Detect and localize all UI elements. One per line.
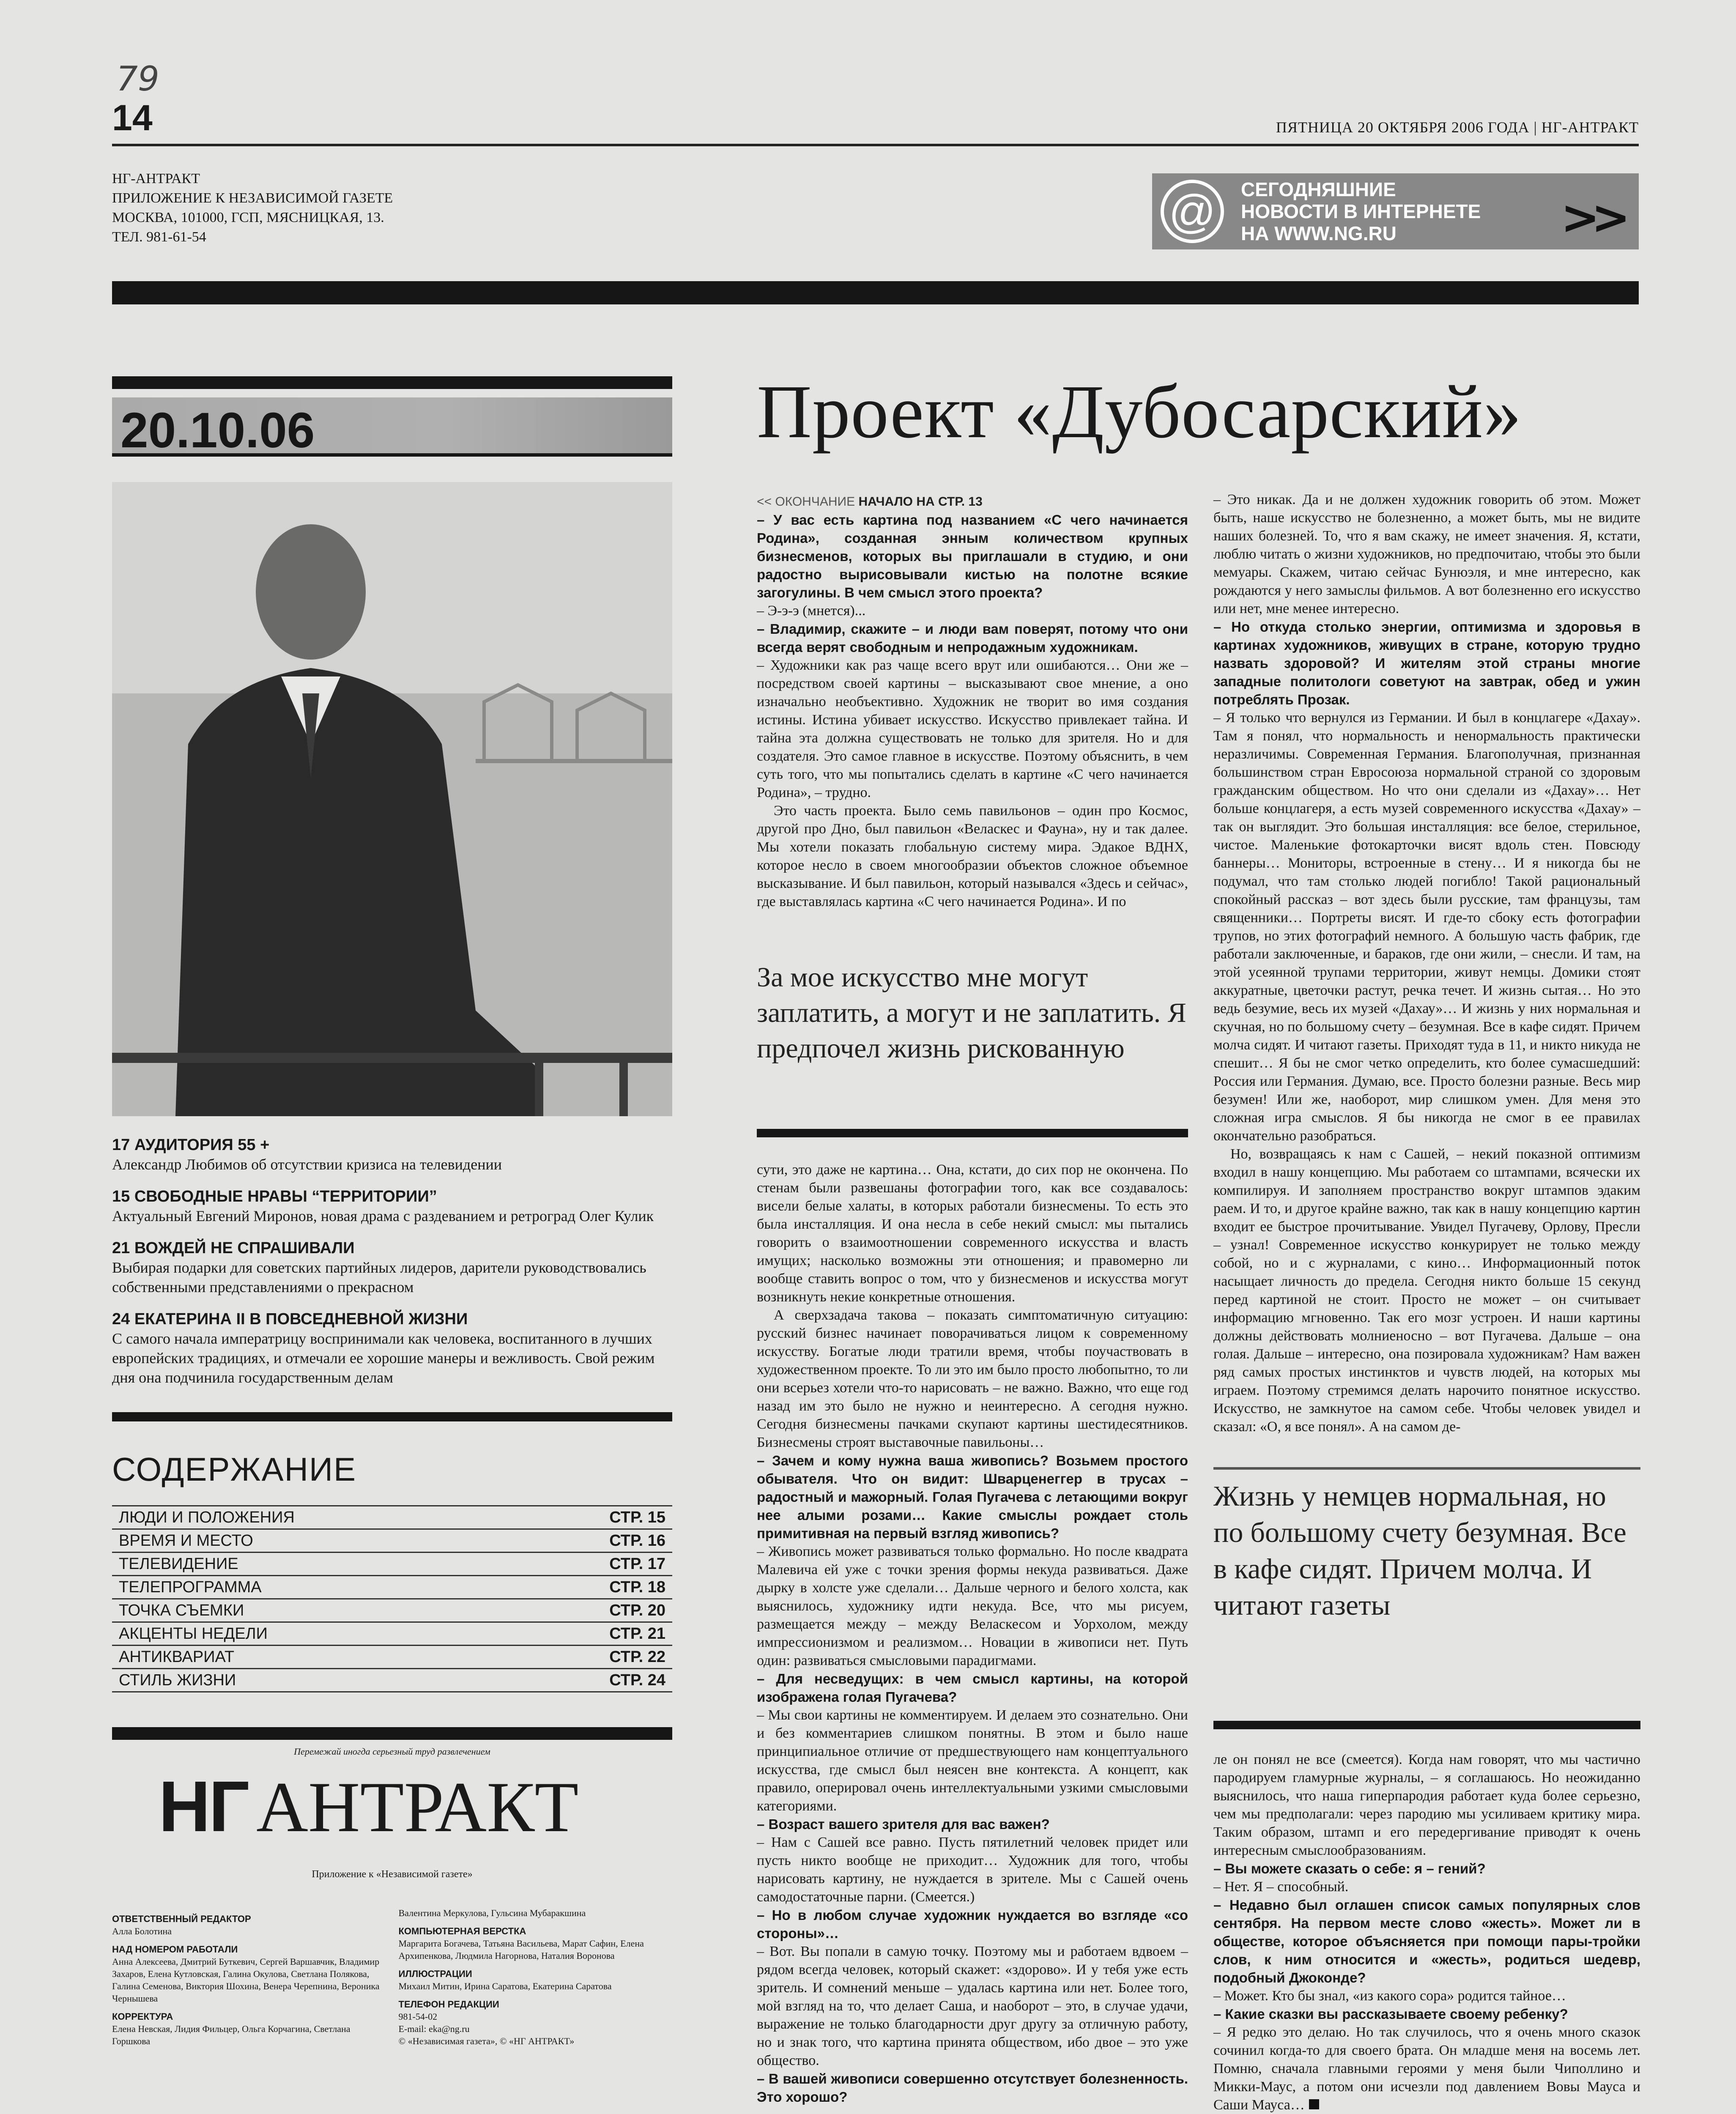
- copyright: © «Независимая газета», © «НГ АНТРАКТ»: [398, 2036, 575, 2046]
- interview-question: – Но в любом случае художник нуждается во взгляде «со стороны»…: [757, 1907, 1188, 1941]
- contents-row[interactable]: АКЦЕНТЫ НЕДЕЛИ СТР. 21: [112, 1623, 672, 1646]
- interview-question: – Для несведущих: в чем смысл картины, на которой изображена голая Пугачева?: [757, 1671, 1188, 1705]
- masthead-line: ТЕЛ. 981-61-54: [112, 229, 206, 245]
- masthead-line: МОСКВА, 101000, ГСП, МЯСНИЦКАЯ, 13.: [112, 210, 384, 225]
- date-head-rule: [112, 376, 672, 389]
- interview-answer: Это часть проекта. Было семь павильонов – один про Космос, другой про Дно, был павильон «Веласкес и Фауна», ну и так далее. Мы хотели показать глобальную систему мира. Эдакое ВДНХ, которое несло в своем многообразии объектов сложное объемное высказывание. И был павильон, который назывался «Здесь и сейчас», где выставлялась картина «С чего начинается Родина». И по: [757, 803, 1188, 909]
- date-line: ПЯТНИЦА 20 ОКТЯБРЯ 2006 ГОДА | НГ-АНТРАКТ: [1276, 119, 1639, 136]
- interview-answer: А сверхзадача такова – показать симптоматичную ситуацию: русский бизнес начинает поворачиваться лицом к современному искусству. Богатые люди тратили время, чтобы поучаствовать в художественном проекте. То ли это им было просто любопытно, то ли они всерьез хотели что-то нарисовать – не важно. Важно, что еще год назад им это было не нужно и неинтересно. А сегодня нужно. Сегодня бизнесмены пачками скупают картины шестидесятников. Бизнесмены строят выставочные павильоны…: [757, 1307, 1188, 1450]
- interview-answer: – Я редко это делаю. Но так случилось, что я очень много сказок сочинил когда-то для своего брата. Он младше меня на восемь лет. Помню, сначала главными героями у меня были Чиполлино и Микки-Маус, а потом они исчезли под давлением Вовы Мауса и Саши Мауса…: [1213, 2024, 1640, 2113]
- credits-label: ИЛЛЮСТРАЦИИ: [398, 1969, 472, 1979]
- logo-rule: [112, 1727, 672, 1740]
- logo-antrakt: АНТРАКТ: [256, 1767, 579, 1847]
- interview-question: – Вы можете сказать о себе: я – гений?: [1213, 1861, 1486, 1876]
- portrait-photo: [112, 482, 672, 1116]
- teaser-text: Александр Любимов об отсутствии кризиса на телевидении: [112, 1156, 502, 1173]
- portrait-illustration: [112, 482, 672, 1116]
- teaser-item[interactable]: [112, 1135, 672, 1174]
- contents-row[interactable]: СТИЛЬ ЖИЗНИ СТР. 24: [112, 1669, 672, 1692]
- pull-quote: Жизнь у немцев нормальная, но по большому счету безумная. Все в кафе сидят. Причем молча. И читают газеты: [1213, 1480, 1626, 1621]
- page-number: 14: [112, 98, 153, 138]
- masthead-line: ПРИЛОЖЕНИЕ К НЕЗАВИСИМОЙ ГАЗЕТЕ: [112, 190, 393, 206]
- double-arrow-icon: >>: [1561, 190, 1622, 244]
- interview-answer: – Живопись может развиваться только формально. Но после квадрата Малевича ей уже с точки зрения формы некуда развиваться. Даже дырку в холсте уже сделали… Дальше черного и белого холста, как выяснилось, художнику идти некуда. Все, что мы рисуем, размещается между – между Веласкесом и Уорхолом, между импрессионизмом и реализмом… Новации в живописи нет. Путь один: развиваться смысловыми парадигмами.: [757, 1544, 1188, 1668]
- credits-text: 981-54-02: [398, 2011, 438, 2022]
- interview-answer: – Я только что вернулся из Германии. И был в концлагере «Дахау». Там я понял, что нормальность и ненормальность практически неразличимы. Современная Германия. Благополучная, признанная большинством стран Евросоюза нормальной страной со здоровым гражданским обществом. Но что они сделали из «Дахау»… Нет больше концлагеря, а есть музей современного искусства «Дахау» – так он выглядит. Это большая инсталляция: все белое, стерильное, чистое. Маленькие фотокарточки висят вдоль стен. Повсюду баннеры… Мониторы, встроенные в стену… И я никогда бы не подумал, что там столько людей погибло! Такой рациональный спокойный рассказ – вот здесь были русские, там французы, там священники… Портреты висят. И где-то сбоку есть фотографии трупов, но этих фотографий немного. А большую часть фабрик, где работали заключенные, и бараков, где они жили, – снесли. И там, на этой усеянной трупами территории, живут немцы. Домики стоят аккуратные, цветочки растут, речка течет. И жизнь сытая… Но это ведь безумие, весь их музей «Дахау»… И жизнь у них нормальная и скучная, но по большому счету – безумная. Все в кафе сидят. Причем молча сидят. И читают газеты. Приходят туда в 11, и никто никуда не спешит… Я бы не смог четко определить, кто более сумасшедший: Россия или Германия. Думаю, все. Просто болезни разные. Весь мир безумен! Или же, наоборот, мир слишком умен. Для меня это сложная игра смыслов. Я бы никогда не смог в ее правилах окончательно разобраться.: [1213, 710, 1640, 1144]
- credits-label: ОТВЕТСТВЕННЫЙ РЕДАКТОР: [112, 1914, 251, 1924]
- article-column-1-continued: [757, 1161, 1188, 2106]
- email-link[interactable]: E-mail: eka@ng.ru: [398, 2024, 470, 2034]
- credits-label: ТЕЛЕФОН РЕДАКЦИИ: [398, 1999, 499, 2010]
- contents-row[interactable]: ЛЮДИ И ПОЛОЖЕНИЯ СТР. 15: [112, 1506, 672, 1530]
- credits-text: Михаил Митин, Ирина Саратова, Екатерина Саратова: [398, 1981, 612, 1991]
- credits-text: Алла Болотина: [112, 1926, 172, 1936]
- credits-column: [399, 1907, 673, 2047]
- interview-question: – Но откуда столько энергии, оптимизма и здоровья в картинах художников, живущих в стране, которую трудно назвать здоровой? И жителям этой страны многие западные политологи советуют на завтрак, обед и ужин потреблять Прозак.: [1213, 619, 1640, 707]
- credits-text: Валентина Меркулова, Гульсина Мубаракшина: [398, 1908, 586, 1918]
- credits-text: Елена Невская, Лидия Фильцер, Ольга Корчагина, Светлана Горшкова: [112, 2024, 350, 2046]
- issue-date: 20.10.06: [120, 403, 315, 458]
- interview-answer: – Э-э-э (мнется)...: [757, 603, 866, 619]
- interview-answer: – Нет. Я – способный.: [1213, 1879, 1349, 1895]
- interview-question: – Владимир, скажите – и люди вам поверят, потому что они всегда верят свободным и непродажным художникам.: [757, 621, 1188, 655]
- contents-row[interactable]: ТЕЛЕПРОГРАММА СТР. 18: [112, 1576, 672, 1599]
- interview-answer: – Вот. Вы попали в самую точку. Поэтому мы и работаем вдвоем – рядом всегда человек, который скажет: «здорово». И у тебя уже есть зритель. И сомнений меньше – удалась картина или нет. Более того, мой взгляд на то, что делает Саша, и наоборот – это, в случае удачи, выражение не только благодарности друг другу за отличную работу, но и знак того, что картина принята обществом, ибо двое – это уже общество.: [757, 1944, 1188, 2068]
- interview-question: – Какие сказки вы рассказываете своему ребенку?: [1213, 2006, 1568, 2022]
- contents-row[interactable]: ТЕЛЕВИДЕНИЕ СТР. 17: [112, 1553, 672, 1576]
- article-column-2-continued: [1213, 1750, 1640, 2114]
- interview-answer: – Мы свои картины не комментируем. И делаем это сознательно. Они и без комментариев слишком понятны. В этом и было наше принципиальное отличие от предшествующего нам концептуального искусства, где смысл был неясен вне контекста. А концепт, как правило, оперировал очень интеллектуальными узкими смысловыми категориями.: [757, 1707, 1188, 1814]
- contents-table: [112, 1505, 672, 1692]
- credits-text: Маргарита Богачева, Татьяна Васильева, Марат Сафин, Елена Архипенкова, Людмила Нагорнова, Наталия Воронова: [398, 1938, 644, 1961]
- teaser-text: С самого начала императрицу воспринимали как человека, воспитанного в лучших европейских традициях, и отмечали ее хорошие манеры и вежливость. Свой режим дня она подчинила государственным делам: [112, 1330, 655, 1386]
- divider-rule: [112, 1412, 672, 1421]
- interview-answer: Но, возвращаясь к нам с Сашей, – некий показной оптимизм входил в нашу концепцию. Мы работаем со штампами, всячески их компилируя. И заполняем пространство вокруг штампов эдаким раем. И то, и другое крайне важно, так как в нашу концепцию картин входит ее быстрое прочитывание. Увидел Пугачеву, Орлову, Пресли – узнал! Современное искусство конкурирует не только между собой, но и с журналами, с кино… Информационный поток насыщает личность до предела. Сегодня никто больше 15 секунд перед картиной не стоит. Просто не может – он считывает информацию мгновенно. Так его мозг устроен. И наши картины должны действовать молниеносно – вот Пугачева. Дальше – она голая. Дальше – интересно, она позировала художникам? Нам важен ряд самых простых инстинктов и чувств людей, на которых мы играем. Поэтому стремимся делать нарочито понятное искусство. Искусство, не замкнутое на самом себе. Чтобы человек увидел и сказал: «О, я все понял». А на самом де-: [1213, 1146, 1640, 1435]
- teaser-text: Актуальный Евгений Миронов, новая драма с раздеванием и ретроград Олег Кулик: [112, 1208, 654, 1224]
- interview-question: – Зачем и кому нужна ваша живопись? Возьмем простого обывателя. Что он видит: Шварценеггер в трусах – радостный и мажорный. Голая Пугачева с летающими вокруг нее алыми розами… Какие смыслы рождает столь примитивная на первый взгляд живопись?: [757, 1453, 1188, 1541]
- web-line: НОВОСТИ В ИНТЕРНЕТЕ: [1241, 200, 1481, 222]
- teaser-title: 21 ВОЖДЕЙ НЕ СПРАШИВАЛИ: [112, 1239, 355, 1257]
- teaser-title: 24 ЕКАТЕРИНА II В ПОВСЕДНЕВНОЙ ЖИЗНИ: [112, 1310, 468, 1328]
- web-line: СЕГОДНЯШНИЕ: [1241, 178, 1396, 200]
- interview-answer: – Нам с Сашей все равно. Пусть пятилетний человек придет или пусть никто вообще не приходит… Художник для того, чтобы нарисовать картину, не нуждается в зрителе. Мы с Сашей очень самодостаточные парни. (Смеется.): [757, 1835, 1188, 1905]
- teaser-text: Выбирая подарки для советских партийных лидеров, дарители руководствовались собственными представлениями о прекрасном: [112, 1259, 646, 1295]
- top-rule: [112, 144, 1639, 146]
- interview-answer: ле он понял не все (смеется). Когда нам говорят, что мы частично пародируем гламурные журналы, – я соглашаюсь. Но неожиданно выяснилось, что наша гиперпародия работает куда более серьезно, чем мы предполагали: через пародию мы усиливаем критику мира. Таким образом, штамп и его передергивание приводят к очень интересным смыслообразованиям.: [1213, 1752, 1640, 1858]
- web-news-banner[interactable]: [1152, 173, 1639, 249]
- article-column-1: [757, 493, 1188, 911]
- web-line: НА WWW.NG.RU: [1241, 222, 1396, 244]
- contents-row[interactable]: ТОЧКА СЪЕМКИ СТР. 20: [112, 1599, 672, 1623]
- credits-text: Анна Алексеева, Дмитрий Буткевич, Сергей Варшавчик, Владимир Захаров, Елена Кутловская, Галина Окулова, Светлана Полякова, Галина Семенова, Виктория Шохина, Венера Черепнина, Вероника Чернышева: [112, 1956, 380, 2004]
- masthead-info: [112, 169, 393, 247]
- teaser-title: 17 АУДИТОРИЯ 55 +: [112, 1136, 270, 1154]
- interview-answer: сути, это даже не картина… Она, кстати, до сих пор не окончена. По стенам были развешаны фотографии того, как все создавалось: висели белые халаты, в которых работали бизнесмены. То есть это была инсталляция. И она несла в себе некий смысл: мы пытались говорить о взаимоотношении современного искусства и власть имущих; насколько возможны эти отношения; и правомерно ли вообще ставить вопрос о том, что у бизнесменов и искусства могут возникнуть некие конкретные отношения.: [757, 1162, 1188, 1305]
- pull-quote-rule: [757, 1129, 1188, 1137]
- credits-label: НАД НОМЕРОМ РАБОТАЛИ: [112, 1944, 238, 1955]
- contents-row[interactable]: ВРЕМЯ И МЕСТО СТР. 16: [112, 1530, 672, 1553]
- credits-column: [112, 1907, 386, 2047]
- pull-quote-rule: [1213, 1467, 1640, 1470]
- credits-label: КОМПЬЮТЕРНАЯ ВЕРСТКА: [398, 1926, 526, 1936]
- interview-question: – Недавно был оглашен список самых популярных слов сентября. На первом месте слово «жесть». Может ли в обществе, которое объясняется при помощи пары-тройки слов, к ним относится и «жесть», родиться шедевр, подобный Джоконде?: [1213, 1897, 1640, 1985]
- continuation-kicker[interactable]: << ОКОНЧАНИЕ НАЧАЛО НА СТР. 13: [757, 495, 983, 509]
- interview-question: – Возраст вашего зрителя для вас важен?: [757, 1816, 1050, 1832]
- logo-subtitle: Приложение к «Независимой газете»: [312, 1869, 473, 1880]
- interview-answer: – Может. Кто бы знал, «из какого сора» родится тайное…: [1213, 1988, 1566, 2004]
- teaser-item[interactable]: [112, 1187, 672, 1226]
- contents-title: СОДЕРЖАНИЕ: [112, 1451, 357, 1488]
- credits-block: [112, 1907, 672, 2047]
- pull-quote: За мое искусство мне могут заплатить, а могут и не заплатить. Я предпочел жизнь рискованную: [757, 962, 1186, 1064]
- logo-ng: НГ: [159, 1766, 248, 1847]
- ng-antrakt-logo: [159, 1765, 578, 1848]
- interview-answer: – Это никак. Да и не должен художник говорить об этом. Может быть, наше искусство не болезненно, а может быть, мы не видите наших болезней. То, что я вам скажу, не имеет значения. Я, кстати, люблю читать о жизни художников, но предпочитаю, чтобы это были мемуары. Скажем, читаю сейчас Бунюэля, и мне интересно, как рождаются у него замыслы фильмов. А вот болезненно его искусство или нет, мне менее интересно.: [1213, 492, 1640, 616]
- article-headline: Проект «Дубосарский»: [757, 370, 1522, 454]
- handwritten-page-number: 79: [116, 59, 159, 99]
- section-bar: [112, 281, 1639, 304]
- interview-answer: – Художники как раз чаще всего врут или ошибаются… Они же – посредством своей картины – высказывают свое мнение, а оно изначально необъективно. Художник не творит во имя создания истины. Истина убивает искусство. Искусство привлекает тайна. И тайна эта должна существовать не только для зрителя. Но и для создателя. Это самое главное в искусстве. Поэтому объяснить, в чем суть того, что мы попытались сделать в картине «С чего начинается Родина», – трудно.: [757, 657, 1188, 800]
- teaser-title: 15 СВОБОДНЫЕ НРАВЫ “ТЕРРИТОРИИ”: [112, 1188, 437, 1205]
- logo-motto: Перемежай иногда серьезный труд развлечением: [294, 1746, 490, 1757]
- teaser-item[interactable]: [112, 1238, 672, 1297]
- contents-row[interactable]: АНТИКВАРИАТ СТР. 22: [112, 1646, 672, 1669]
- teasers-list: [112, 1135, 672, 1400]
- issue-date-box: [112, 397, 672, 457]
- interview-question: – У вас есть картина под названием «С чего начинается Родина», созданная энным количеством крупных бизнесменов, которых вы приглашали в студию, и они радостно вырисовывали кистью на полотне всякие загогулины. В чем смысл этого проекта?: [757, 512, 1188, 600]
- teaser-item[interactable]: [112, 1309, 672, 1387]
- interview-question: – В вашей живописи совершенно отсутствует болезненность. Это хорошо?: [757, 2071, 1188, 2105]
- web-banner-text: [1241, 178, 1481, 244]
- masthead-line: НГ-АНТРАКТ: [112, 171, 200, 186]
- pull-quote-rule: [1213, 1721, 1640, 1729]
- at-icon: @: [1161, 180, 1224, 243]
- end-of-article-mark: [1309, 2099, 1319, 2109]
- credits-label: КОРРЕКТУРА: [112, 2011, 173, 2022]
- article-column-2: [1213, 490, 1640, 1436]
